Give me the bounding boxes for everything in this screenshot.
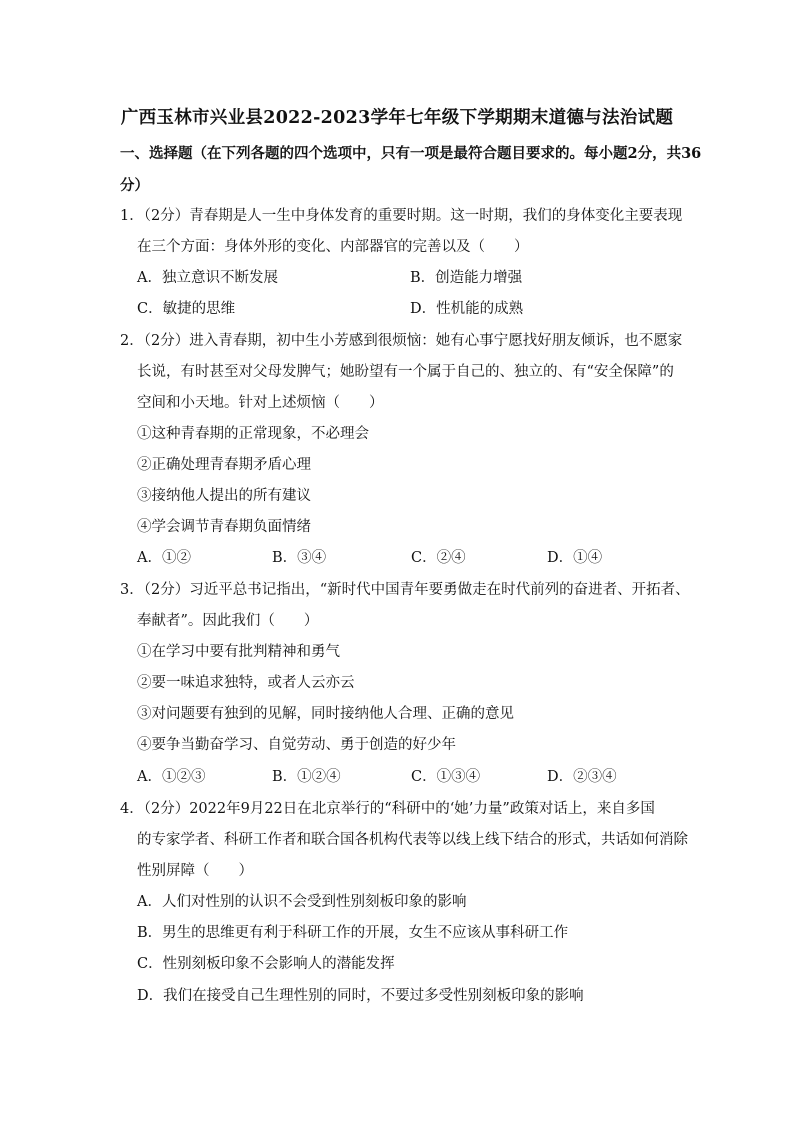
q3-item-2: ②要一味追求独特，或者人云亦云 bbox=[137, 675, 355, 691]
q2-item-1: ①这种青春期的正常现象，不必理会 bbox=[137, 426, 369, 442]
q4-stem: 4．（2分）2022年9月22日在北京举行的“科研中的‘她’力量”政策对话上，来自多国 bbox=[120, 801, 655, 817]
q2-option-a: A．①② bbox=[137, 550, 191, 566]
q2-item-4: ④学会调节青春期负面情绪 bbox=[137, 519, 311, 535]
q2-item-3: ③接纳他人提出的所有建议 bbox=[137, 488, 311, 504]
q2-option-c: C．②④ bbox=[411, 550, 466, 566]
q2-option-b: B．③④ bbox=[272, 550, 327, 566]
q1-option-b: B．创造能力增强 bbox=[410, 270, 523, 286]
q3-item-3: ③对问题要有独到的见解，同时接纳他人合理、正确的意见 bbox=[137, 706, 514, 722]
q2-stem: 2．（2分）进入青春期，初中生小芳感到很烦恼：她有心事宁愿找好朋友倾诉，也不愿家 bbox=[120, 333, 683, 349]
q2-item-2: ②正确处理青春期矛盾心理 bbox=[137, 457, 311, 473]
q2-stem-cont-2: 空间和小天地。针对上述烦恼（ ） bbox=[137, 395, 384, 411]
q3-stem-cont: 奉献者”。因此我们（ ） bbox=[137, 613, 319, 629]
q4-option-b: B．男生的思维更有利于科研工作的开展，女生不应该从事科研工作 bbox=[137, 925, 569, 941]
q3-option-d: D．②③④ bbox=[547, 769, 617, 785]
q1-stem: 1．（2分）青春期是人一生中身体发育的重要时期。这一时期，我们的身体变化主要表现 bbox=[120, 208, 683, 224]
q3-item-4: ④要争当勤奋学习、自觉劳动、勇于创造的好少年 bbox=[137, 737, 456, 753]
q1-option-d: D．性机能的成熟 bbox=[410, 301, 524, 317]
q4-option-d: D．我们在接受自己生理性别的同时，不要过多受性别刻板印象的影响 bbox=[137, 988, 584, 1004]
q1-option-a: A．独立意识不断发展 bbox=[137, 270, 278, 286]
q3-option-a: A．①②③ bbox=[137, 769, 206, 785]
q2-stem-cont-1: 长说，有时甚至对父母发脾气；她盼望有一个属于自己的、独立的、有“安全保障”的 bbox=[137, 364, 674, 380]
q1-option-c: C．敏捷的思维 bbox=[137, 301, 236, 317]
q2-option-d: D．①④ bbox=[547, 550, 603, 566]
q4-option-c: C．性别刻板印象不会影响人的潜能发挥 bbox=[137, 956, 395, 972]
section-heading: 一、选择题（在下列各题的四个选项中，只有一项是最符合题目要求的。每小题2分，共36 bbox=[120, 145, 702, 162]
page-title: 广西玉林市兴业县2022-2023学年七年级下学期期末道德与法治试题 bbox=[120, 108, 674, 128]
q4-stem-cont-2: 性别屏障（ ） bbox=[137, 863, 253, 879]
section-heading-cont: 分） bbox=[120, 177, 149, 194]
q4-stem-cont-1: 的专家学者、科研工作者和联合国各机构代表等以线上线下结合的形式，共话如何消除 bbox=[137, 832, 688, 848]
q3-stem: 3．（2分）习近平总书记指出，“新时代中国青年要勇做走在时代前列的奋进者、开拓者、 bbox=[120, 582, 690, 598]
q1-stem-cont: 在三个方面：身体外形的变化、内部器官的完善以及（ ） bbox=[137, 239, 529, 255]
q3-option-c: C．①③④ bbox=[411, 769, 481, 785]
q3-option-b: B．①②④ bbox=[272, 769, 341, 785]
q3-item-1: ①在学习中要有批判精神和勇气 bbox=[137, 644, 340, 660]
q4-option-a: A．人们对性别的认识不会受到性别刻板印象的影响 bbox=[137, 894, 467, 910]
